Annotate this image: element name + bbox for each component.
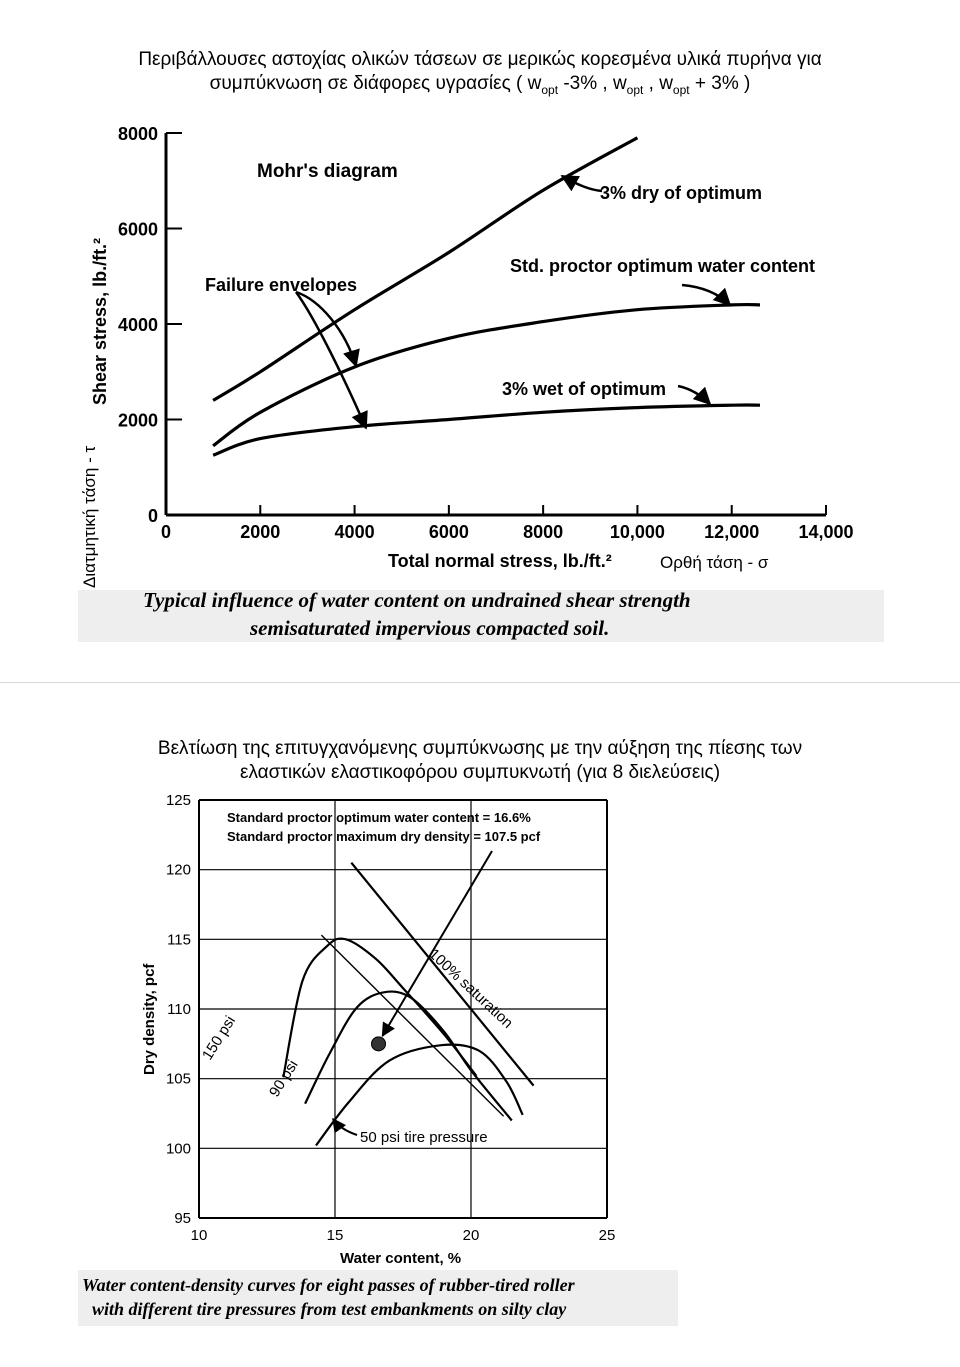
x-tick-label: 25: [598, 1227, 616, 1244]
y-tick-label: 125: [165, 792, 191, 809]
density-ticks: [166, 792, 615, 1244]
label-90psi: 90 psi: [265, 1057, 302, 1101]
proctor-optimum-point: [372, 1037, 386, 1051]
y-tick-label: 115: [167, 931, 191, 949]
greek-shear-stress-label: Διατμητική τάση - τ: [80, 445, 99, 588]
density-grid: [199, 800, 607, 1218]
x-tick-label: 14,000: [798, 522, 854, 542]
slide1-caption: [143, 586, 691, 642]
slide2-caption: [82, 1273, 575, 1321]
pointer-arrow: [296, 292, 366, 428]
label-50psi: 50 psi tire pressure: [360, 1129, 488, 1146]
pointer-arrow: [383, 851, 492, 1036]
annotation-std: Std. proctor optimum water content: [510, 256, 816, 276]
pointer-arrow: [562, 176, 602, 191]
annotation-wet: 3% wet of optimum: [502, 379, 667, 399]
x-tick-label: 0: [160, 522, 172, 542]
y-tick-label: 4000: [117, 315, 158, 335]
slide1-caption-line1: Typical influence of water content on undrained shear strength: [143, 588, 691, 612]
x-tick-label: 20: [462, 1227, 480, 1244]
mohr-diagram-chart: [0, 0, 960, 682]
annotation-failure: Failure envelopes: [205, 275, 358, 295]
pointer-arrow: [333, 1119, 357, 1135]
y-tick-label: 120: [165, 861, 191, 879]
mohr-annotations: [90, 161, 815, 571]
label-saturation: 100% saturation: [425, 945, 517, 1032]
y-tick-label: 6000: [117, 219, 158, 240]
x-tick-label: 6000: [428, 522, 469, 542]
y-tick-label: 105: [165, 1070, 191, 1088]
density-curve-2: [305, 992, 512, 1121]
line-of-optimums: [321, 935, 503, 1116]
envelope-line-2: [213, 305, 760, 446]
slide1-caption-line2: semisaturated impervious compacted soil.: [250, 616, 610, 640]
density-chart: [0, 683, 960, 1367]
saturation-line: [351, 863, 533, 1086]
label-150psi: 150 psi: [198, 1013, 240, 1064]
greek-normal-stress-label: Ορθή τάση - σ: [660, 553, 769, 572]
x-tick-label: 10,000: [609, 522, 665, 542]
density-annotations: [141, 810, 541, 1267]
x-tick-label: 8000: [523, 522, 564, 542]
x-tick-label: 2000: [240, 522, 281, 542]
y-axis-label: Shear stress, lb./ft.²: [90, 237, 110, 405]
x-tick-label: 10: [190, 1227, 208, 1244]
y-tick-label: 0: [147, 506, 158, 526]
annotation-dry: 3% dry of optimum: [600, 183, 763, 203]
slide2-heading-line2: ελαστικών ελαστικοφόρου συμπυκνωτή (για 8 διελεύσεις): [239, 762, 721, 783]
y-tick-label: 100: [165, 1140, 191, 1158]
x-axis-label: Total normal stress, lb./ft.²: [388, 551, 612, 571]
envelope-line-3: [213, 405, 760, 455]
y-axis-label: Dry density, pcf: [141, 963, 158, 1075]
y-tick-label: 2000: [117, 410, 158, 431]
slide2-caption-line2: with different tire pressures from test embankments on silty clay: [92, 1299, 567, 1319]
y-tick-label: 110: [167, 1001, 191, 1018]
x-tick-label: 4000: [334, 522, 375, 542]
proctor-note-2: Standard proctor maximum dry density = 107.5 pcf: [227, 829, 541, 844]
chart-title: Mohr's diagram: [257, 161, 398, 182]
slide2-caption-line1: Water content-density curves for eight passes of rubber-tired roller: [82, 1275, 575, 1295]
pointer-arrow: [678, 386, 710, 404]
slide-compaction: [0, 683, 960, 1367]
proctor-note-1: Standard proctor optimum water content = 16.6%: [227, 810, 531, 825]
pointer-arrow: [682, 285, 730, 305]
x-tick-label: 15: [326, 1227, 344, 1244]
x-tick-label: 12,000: [704, 522, 760, 542]
slide-shear-strength: [0, 0, 960, 683]
x-axis-label: Water content, %: [340, 1250, 462, 1267]
y-tick-label: 95: [174, 1210, 191, 1227]
slide2-heading-line1: Βελτίωση της επιτυγχανόμενης συμπύκνωσης με την αύξηση της πίεσης των: [157, 738, 803, 759]
y-tick-label: 8000: [117, 124, 158, 144]
slide1-heading-line1: Περιβάλλουσες αστοχίας ολικών τάσεων σε μερικώς κορεσμένα υλικά πυρήνα για: [138, 49, 822, 70]
slide1-heading-line2: συμπύκνωση σε διάφορες υγρασίες ( $w_{opt}$ -3% , $w_{opt}$ , $w_{opt} + 3\%$ ): [209, 73, 751, 97]
